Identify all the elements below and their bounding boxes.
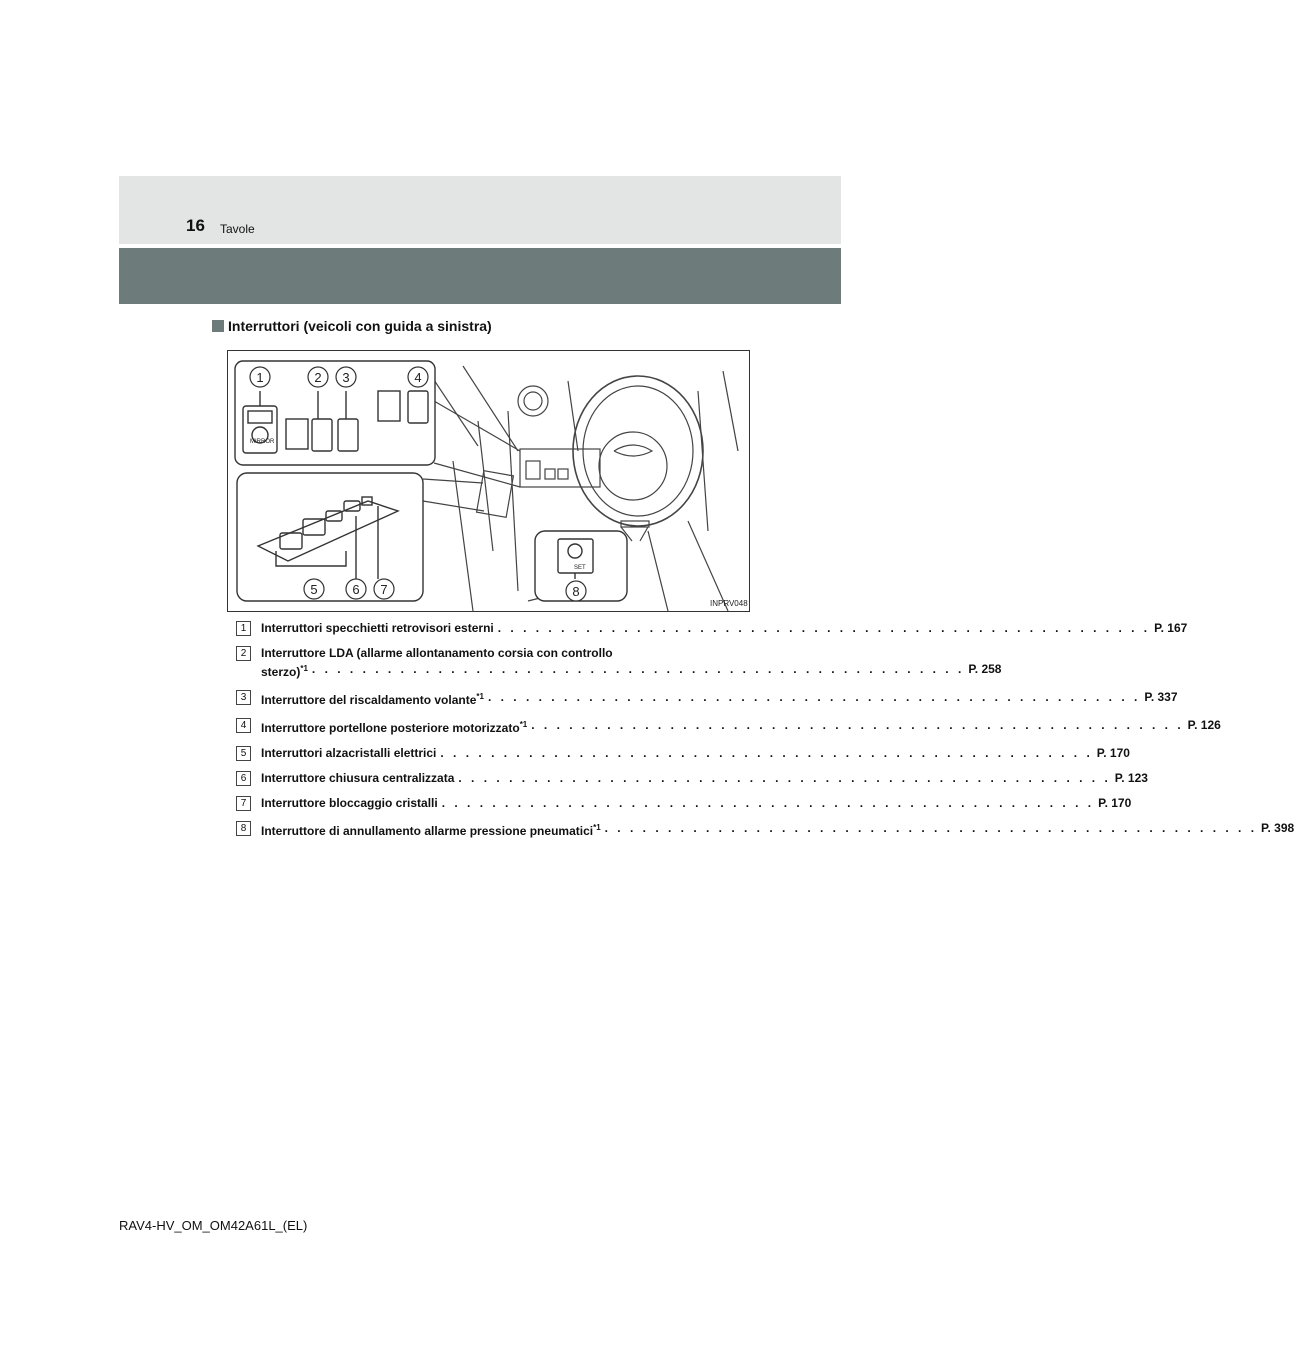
leader-dots: . . . . . . . . . . . . . . . . . . . . . . . . . . . . . . . . . . . . . . . . . . . . . . . . . . . . (487, 690, 1141, 704)
item-number: 3 (236, 690, 251, 705)
item-page-link[interactable]: P. 123 (1114, 771, 1148, 785)
footnote-mark: *1 (519, 720, 528, 729)
item-number: 5 (236, 746, 251, 761)
leader-dots: . . . . . . . . . . . . . . . . . . . . . . . . . . . . . . . . . . . . . . . . . . . . . . . . . . . . (441, 796, 1095, 810)
footnote-mark: *1 (593, 823, 601, 832)
list-item (236, 745, 1130, 761)
item-number: 1 (236, 621, 251, 636)
list-item (236, 645, 1002, 680)
chapter-title: Tavole (220, 222, 255, 236)
item-number: 7 (236, 796, 251, 811)
list-item (236, 795, 1132, 811)
item-page-link[interactable]: P. 126 (1187, 718, 1221, 732)
callout-4: 4 (414, 370, 422, 385)
page-number: 16 (186, 216, 205, 235)
item-page-link[interactable]: P. 170 (1096, 746, 1130, 760)
callout-3: 3 (342, 370, 350, 385)
item-label: Interruttore chiusura centralizzata (261, 771, 455, 785)
item-page-link[interactable]: P. 398 (1261, 821, 1294, 835)
switches-illustration (227, 350, 750, 612)
footnote-mark: *1 (476, 692, 484, 701)
list-item (236, 620, 1188, 636)
callout-6: 6 (352, 582, 360, 597)
item-page-link[interactable]: P. 170 (1098, 796, 1132, 810)
item-page-link[interactable]: P. 258 (968, 662, 1002, 676)
callout-7: 7 (380, 582, 388, 597)
leader-dots: . . . . . . . . . . . . . . . . . . . . . . . . . . . . . . . . . . . . . . . . . . . . . . . . . . . . (604, 821, 1258, 835)
callout-8: 8 (572, 584, 580, 599)
item-label: Interruttore bloccaggio cristalli (261, 796, 438, 810)
item-number: 2 (236, 646, 251, 661)
figure-code: INPRV048 (710, 599, 748, 608)
leader-dots: . . . . . . . . . . . . . . . . . . . . . . . . . . . . . . . . . . . . . . . . . . . . . . . . . . . . (458, 771, 1111, 785)
square-bullet-icon (212, 320, 224, 332)
item-label: Interruttori specchietti retrovisori esterni (261, 621, 494, 635)
item-label: Interruttore portellone posteriore motorizzato (261, 721, 520, 735)
mirror-label: MIRROR (250, 439, 275, 445)
item-label-cont: sterzo) (261, 665, 301, 679)
set-label: SET (574, 565, 586, 571)
leader-dots: . . . . . . . . . . . . . . . . . . . . . . . . . . . . . . . . . . . . . . . . . . . . . . . . . . . . (311, 662, 965, 676)
list-item (236, 820, 1294, 839)
leader-dots: . . . . . . . . . . . . . . . . . . . . . . . . . . . . . . . . . . . . . . . . . . . . . . . . . . . . (497, 621, 1151, 635)
leader-dots: . . . . . . . . . . . . . . . . . . . . . . . . . . . . . . . . . . . . . . . . . . . . . . . . . . . . (440, 746, 1093, 760)
section-title: Interruttori (veicoli con guida a sinistra) (228, 318, 492, 334)
callout-1: 1 (256, 370, 264, 385)
item-number: 6 (236, 771, 251, 786)
item-label: Interruttori alzacristalli elettrici (261, 746, 437, 760)
item-number: 8 (236, 821, 251, 836)
section-heading (212, 318, 492, 334)
item-page-link[interactable]: P. 167 (1154, 621, 1188, 635)
list-item (236, 689, 1178, 708)
item-list (236, 620, 1294, 848)
item-number: 4 (236, 718, 251, 733)
footnote-mark: *1 (300, 664, 308, 673)
list-item (236, 717, 1221, 736)
leader-dots: . . . . . . . . . . . . . . . . . . . . . . . . . . . . . . . . . . . . . . . . . . . . . . . . . . . . (531, 718, 1184, 732)
callout-2: 2 (314, 370, 322, 385)
document-code: RAV4-HV_OM_OM42A61L_(EL) (119, 1218, 308, 1233)
item-label: Interruttore del riscaldamento volante (261, 693, 477, 707)
item-label: Interruttore di annullamento allarme pressione pneumatici (261, 824, 594, 838)
list-item (236, 770, 1148, 786)
switches-drawing (228, 351, 749, 611)
item-page-link[interactable]: P. 337 (1144, 690, 1178, 704)
item-label: Interruttore LDA (allarme allontanamento corsia con controllo (261, 646, 613, 660)
header-bar (119, 248, 841, 304)
callout-5: 5 (310, 582, 318, 597)
